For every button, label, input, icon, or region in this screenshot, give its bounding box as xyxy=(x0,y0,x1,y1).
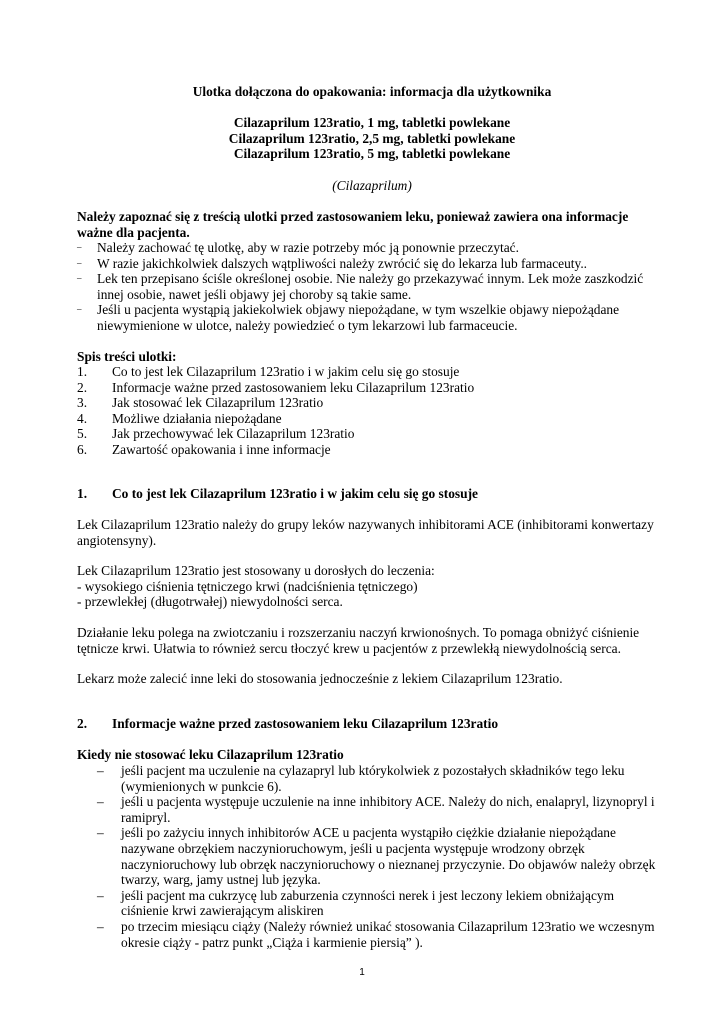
warning-list xyxy=(77,240,667,334)
toc-item-number: 3. xyxy=(77,395,88,411)
toc-item-number: 6. xyxy=(77,441,88,457)
toc-heading: Spis treści ulotki: xyxy=(77,349,177,364)
dash-bullet: – xyxy=(97,763,104,778)
toc-item-number: 5. xyxy=(77,426,88,442)
indication-hypertension: - wysokiego ciśnienia tętniczego krwi (nadciśnienia tętniczego) xyxy=(77,578,418,594)
contraindication-item xyxy=(97,825,657,887)
dash-bullet: – xyxy=(77,257,82,268)
contraindication-text: jeśli pacjent ma uczulenie na cylazapryl lub którykolwiek z pozostałych składników tego leku (wymienionych w punkcie 6). xyxy=(121,763,625,794)
toc-item xyxy=(77,380,667,396)
toc-item-text: Co to jest lek Cilazaprilum 123ratio i w jakim celu się go stosuje xyxy=(112,364,460,379)
toc-item-text: Zawartość opakowania i inne informacje xyxy=(112,441,331,457)
contraindication-text: jeśli po zażyciu innych inhibitorów ACE u pacjenta wystąpiło ciężkie działanie niepożądane nazywane obrzękiem naczynioruchowym, jeśli u pacjenta występuje wrodzony obrzęk naczynioruchowy lub obrzęk naczynioruchowy o nieznanej przyczynie. Do objawów należy obrzęk twarzy, warg, jamy ustnej lub języka. xyxy=(121,825,656,888)
active-substance: (Cilazaprilum) xyxy=(332,178,412,193)
section-1-title: Co to jest lek Cilazaprilum 123ratio i w jakim celu się go stosuje xyxy=(112,486,478,501)
contraindication-item xyxy=(97,794,657,825)
contraindications-list xyxy=(97,763,657,950)
section-1-number: 1. xyxy=(77,486,88,501)
contraindication-item xyxy=(97,888,657,919)
leaflet-title: Ulotka dołączona do opakowania: informacja dla użytkownika xyxy=(192,84,552,99)
product-name-2-5mg: Cilazaprilum 123ratio, 2,5 mg, tabletki powlekane xyxy=(228,131,516,146)
contraindication-text: jeśli pacjent ma cukrzycę lub zaburzenia czynności nerek i jest leczony lekiem obniżającym ciśnienie krwi zawierającym aliskiren xyxy=(121,887,615,919)
toc-list xyxy=(77,364,667,458)
contraindication-text: jeśli u pacjenta występuje uczulenie na inne inhibitory ACE. Należy do nich, enalapryl, lizynopryl i ramipryl. xyxy=(121,794,655,825)
warning-item-text: Należy zachować tę ulotkę, aby w razie potrzeby móc ją ponownie przeczytać. xyxy=(97,240,519,255)
section-1-paragraph-1: Lek Cilazaprilum 123ratio należy do grupy leków nazywanych inhibitorami ACE (inhibitorami konwertazy angiotensyny). xyxy=(77,517,654,548)
contraindications-heading: Kiedy nie stosować leku Cilazaprilum 123ratio xyxy=(77,747,344,762)
dash-bullet: – xyxy=(97,887,104,903)
dash-bullet: – xyxy=(77,273,82,284)
section-1-paragraph-2 xyxy=(77,563,667,610)
toc-item xyxy=(77,395,667,411)
toc-item-text: Jak przechowywać lek Cilazaprilum 123ratio xyxy=(112,426,355,442)
warning-item-text: Jeśli u pacjenta wystąpią jakiekolwiek objawy niepożądane, w tym wszelkie objawy niepożądane niewymienione w ulotce, należy powiedzieć o tym lekarzowi lub farmaceucie. xyxy=(97,302,620,333)
contraindication-item xyxy=(97,919,657,950)
section-2-number: 2. xyxy=(77,716,88,731)
section-2-title: Informacje ważne przed zastosowaniem leku Cilazaprilum 123ratio xyxy=(112,716,499,731)
toc-item xyxy=(77,411,667,427)
toc-item-text: Informacje ważne przed zastosowaniem leku Cilazaprilum 123ratio xyxy=(112,379,475,395)
indication-intro: Lek Cilazaprilum 123ratio jest stosowany u dorosłych do leczenia: xyxy=(77,563,435,578)
section-1-paragraph-4: Lekarz może zalecić inne leki do stosowania jednocześnie z lekiem Cilazaprilum 123ratio. xyxy=(77,671,563,686)
toc-item-text: Jak stosować lek Cilazaprilum 123ratio xyxy=(112,395,324,411)
section-2-heading xyxy=(77,716,667,732)
toc-item xyxy=(77,442,667,458)
warning-item-text: Lek ten przepisano ściśle określonej osobie. Nie należy go przekazywać innym. Lek może zaszkodzić innej osobie, nawet jeśli objawy jej choroby są takie same. xyxy=(97,271,644,302)
section-1-heading xyxy=(77,486,667,502)
toc-item-number: 2. xyxy=(77,379,88,395)
toc-item xyxy=(77,364,667,380)
dash-bullet: – xyxy=(77,304,82,315)
warning-heading: Należy zapoznać się z treścią ulotki przed zastosowaniem leku, ponieważ zawiera ona informacje ważne dla pacjenta. xyxy=(77,209,629,240)
page-number: 1 xyxy=(359,967,365,978)
contraindication-text: po trzecim miesiącu ciąży (Należy również unikać stosowania Cilazaprilum 123ratio we wczesnym okresie ciąży - patrz punkt „Ciąża i karmienie piersią” ). xyxy=(121,918,655,950)
toc-item xyxy=(77,426,667,442)
dash-bullet: – xyxy=(97,918,104,934)
dash-bullet: – xyxy=(97,794,104,810)
product-name-5mg: Cilazaprilum 123ratio, 5 mg, tabletki powlekane xyxy=(233,146,511,161)
toc-item-number: 4. xyxy=(77,410,88,426)
toc-item-number: 1. xyxy=(77,364,88,379)
dash-bullet: – xyxy=(77,242,82,252)
dash-bullet: – xyxy=(97,825,104,841)
product-name-1mg: Cilazaprilum 123ratio, 1 mg, tabletki powlekane xyxy=(233,115,511,130)
warning-item xyxy=(77,271,667,302)
warning-item xyxy=(77,302,667,333)
section-1-paragraph-3: Działanie leku polega na zwiotczaniu i rozszerzaniu naczyń krwionośnych. To pomaga obniżyć ciśnienie tętnicze krwi. Ułatwia to również sercu tłoczyć krew u pacjentów z przewlekłą niewydolnością serca. xyxy=(77,625,640,656)
contraindication-item xyxy=(97,763,657,794)
indication-heart-failure: - przewlekłej (długotrwałej) niewydolności serca. xyxy=(77,594,343,610)
toc-item-text: Możliwe działania niepożądane xyxy=(112,410,282,426)
warning-item xyxy=(77,256,667,272)
warning-item-text: W razie jakichkolwiek dalszych wątpliwości należy zwrócić się do lekarza lub farmaceuty.. xyxy=(97,255,588,271)
warning-item xyxy=(77,240,667,256)
